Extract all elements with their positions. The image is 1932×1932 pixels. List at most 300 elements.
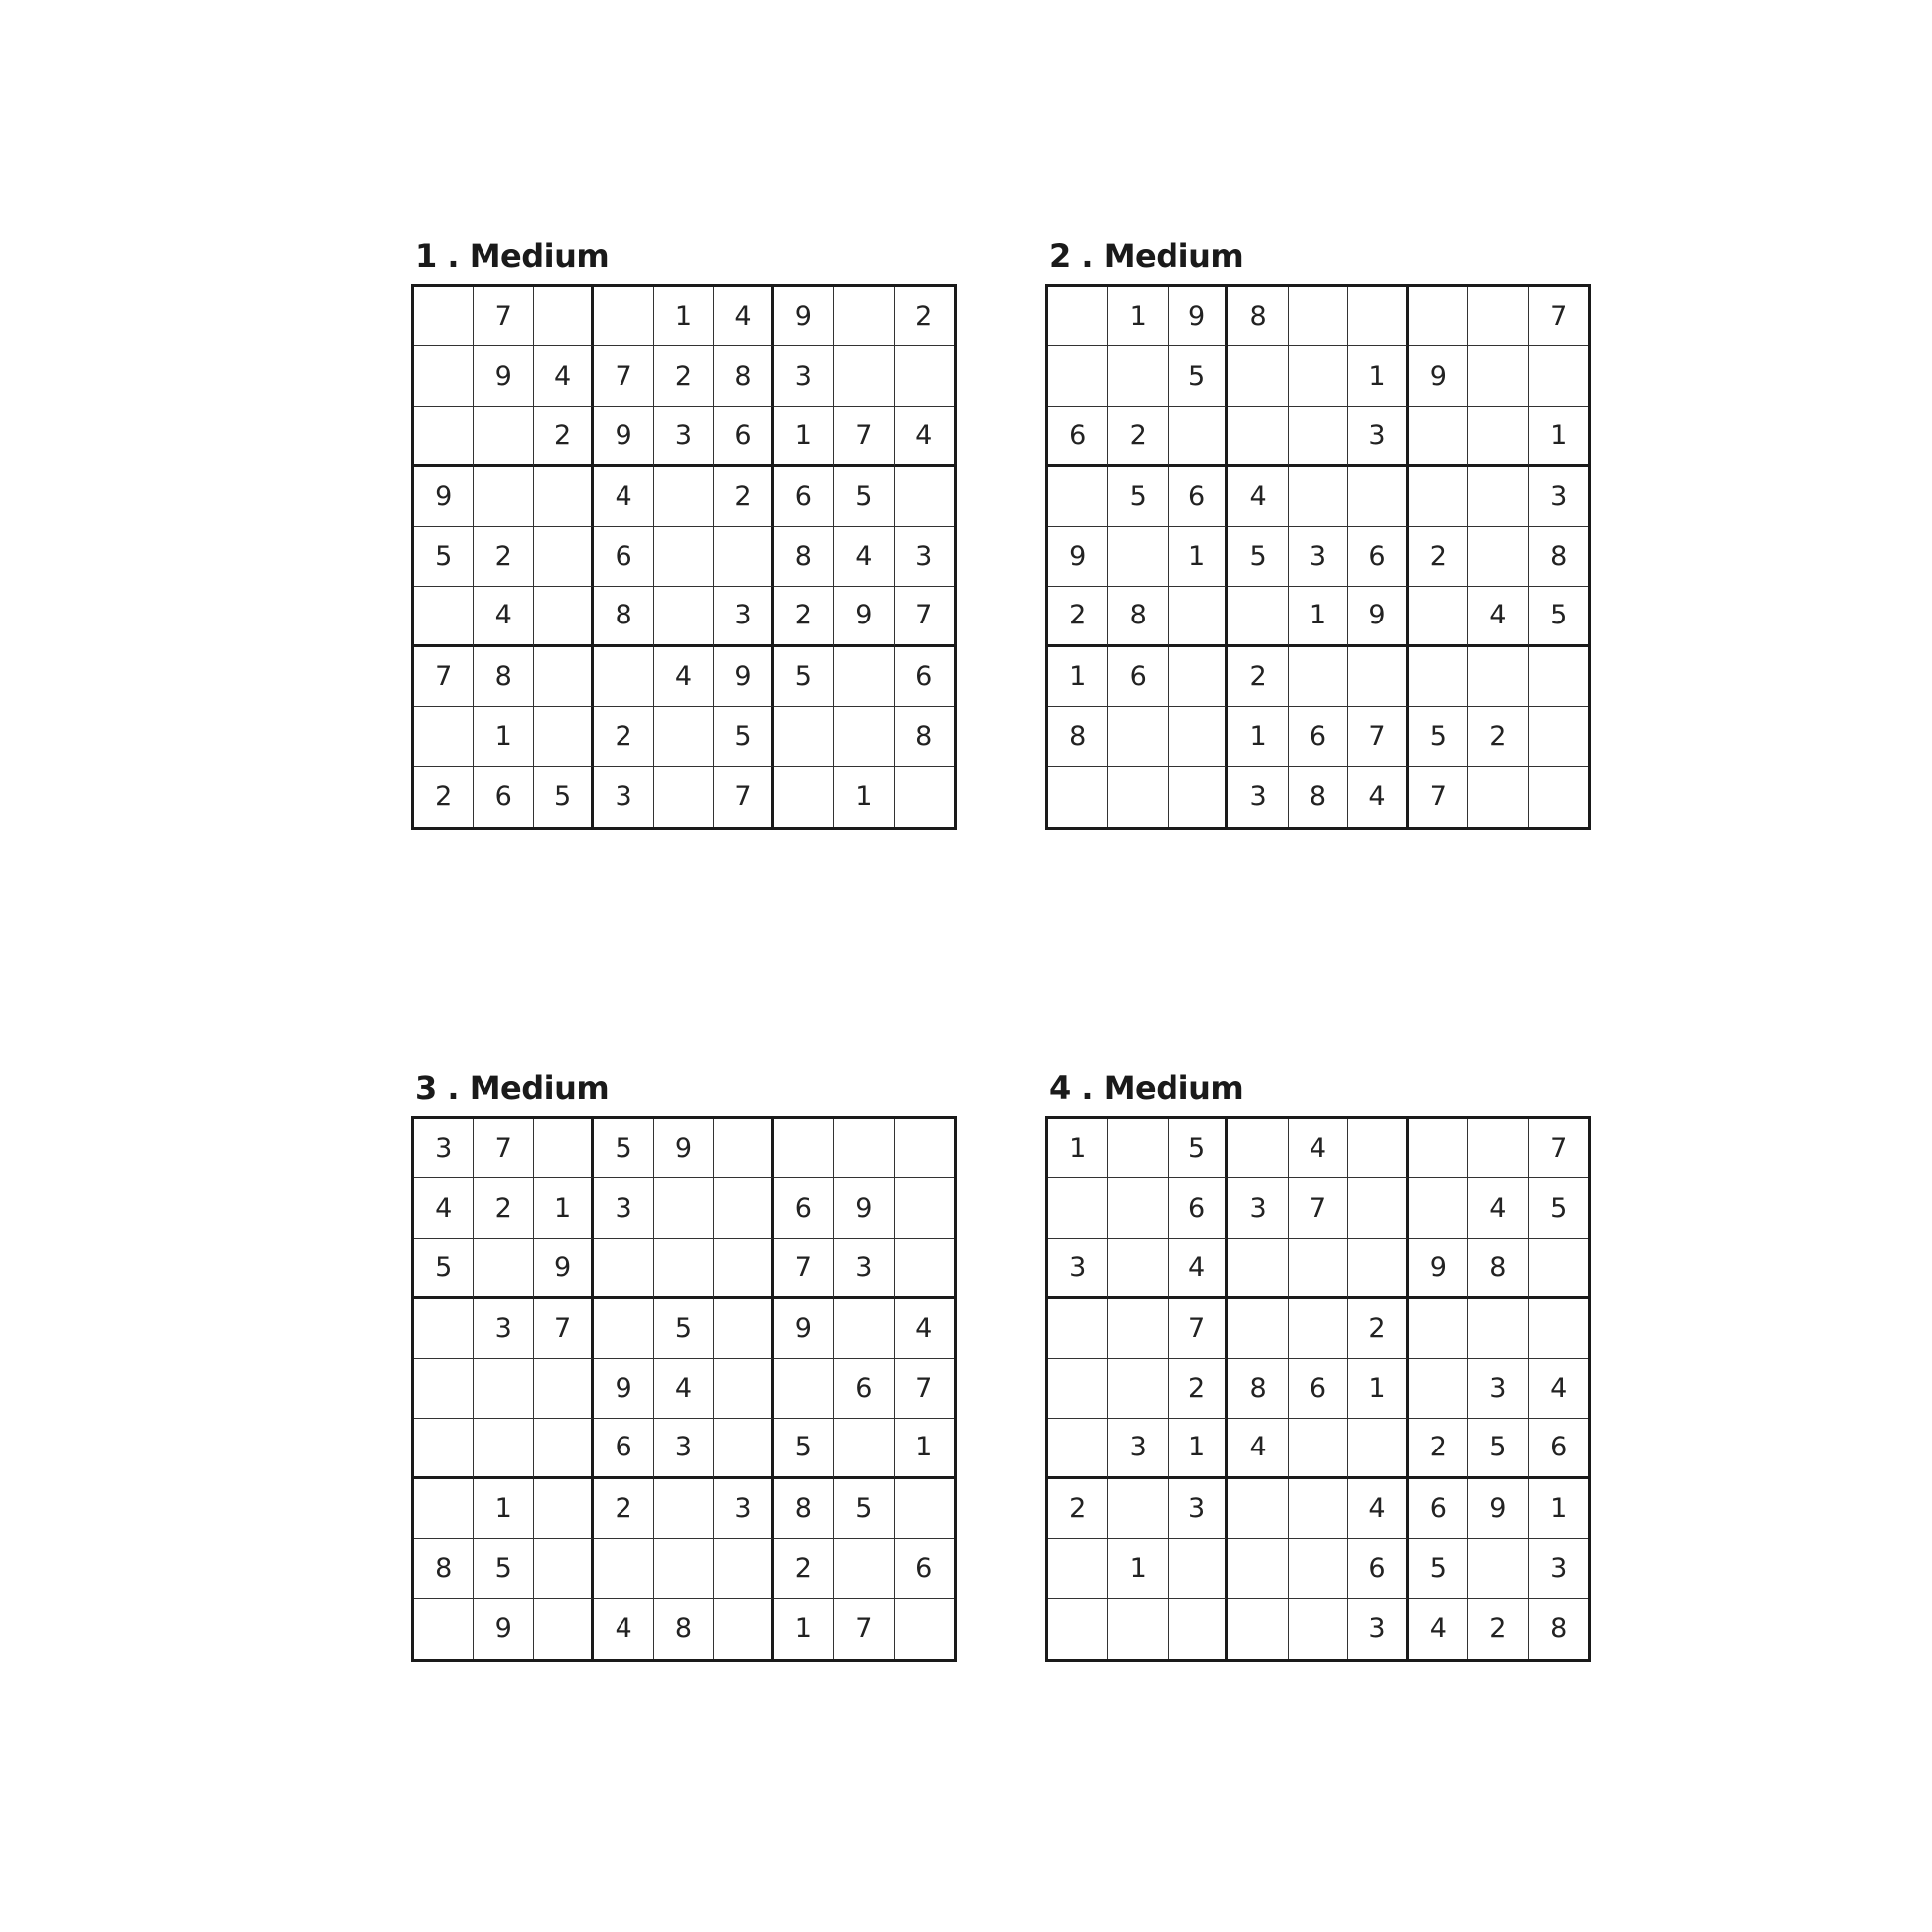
sudoku-empty-cell[interactable] bbox=[414, 346, 474, 406]
sudoku-empty-cell[interactable] bbox=[594, 1539, 653, 1598]
sudoku-given-cell: 9 bbox=[834, 587, 894, 646]
sudoku-empty-cell[interactable] bbox=[1228, 407, 1288, 467]
sudoku-empty-cell[interactable] bbox=[414, 287, 474, 346]
sudoku-empty-cell[interactable] bbox=[714, 1419, 773, 1478]
sudoku-given-cell: 3 bbox=[594, 767, 653, 827]
sudoku-given-cell: 6 bbox=[594, 1419, 653, 1478]
sudoku-given-cell: 7 bbox=[1169, 1299, 1228, 1358]
sudoku-empty-cell[interactable] bbox=[1529, 1299, 1588, 1358]
sudoku-given-cell: 3 bbox=[1048, 1239, 1108, 1299]
sudoku-empty-cell[interactable] bbox=[594, 1239, 653, 1299]
sudoku-empty-cell[interactable] bbox=[714, 1359, 773, 1419]
sudoku-given-cell: 2 bbox=[534, 407, 594, 467]
sudoku-empty-cell[interactable] bbox=[654, 1479, 714, 1539]
sudoku-given-cell: 4 bbox=[1289, 1119, 1348, 1178]
sudoku-given-cell: 3 bbox=[1228, 767, 1288, 827]
sudoku-given-cell: 4 bbox=[1348, 1479, 1408, 1539]
sudoku-given-cell: 4 bbox=[1529, 1359, 1588, 1419]
sudoku-given-cell: 1 bbox=[474, 1479, 533, 1539]
sudoku-given-cell: 8 bbox=[1228, 287, 1288, 346]
sudoku-empty-cell[interactable] bbox=[474, 467, 533, 526]
sudoku-given-cell: 3 bbox=[895, 527, 954, 587]
sudoku-empty-cell[interactable] bbox=[895, 467, 954, 526]
sudoku-empty-cell[interactable] bbox=[534, 1419, 594, 1478]
sudoku-empty-cell[interactable] bbox=[1409, 1178, 1468, 1238]
sudoku-given-cell: 8 bbox=[774, 527, 834, 587]
sudoku-empty-cell[interactable] bbox=[1409, 1359, 1468, 1419]
sudoku-empty-cell[interactable] bbox=[1228, 1119, 1288, 1178]
sudoku-empty-cell[interactable] bbox=[414, 1479, 474, 1539]
sudoku-given-cell: 3 bbox=[714, 1479, 773, 1539]
sudoku-empty-cell[interactable] bbox=[1048, 1359, 1108, 1419]
sudoku-given-cell: 2 bbox=[1228, 647, 1288, 707]
sudoku-empty-cell[interactable] bbox=[1289, 647, 1348, 707]
sudoku-given-cell: 1 bbox=[474, 707, 533, 766]
sudoku-empty-cell[interactable] bbox=[1108, 1479, 1168, 1539]
sudoku-given-cell: 4 bbox=[895, 1299, 954, 1358]
sudoku-empty-cell[interactable] bbox=[654, 587, 714, 646]
sudoku-empty-cell[interactable] bbox=[1228, 1239, 1288, 1299]
sudoku-given-cell: 6 bbox=[774, 467, 834, 526]
sudoku-empty-cell[interactable] bbox=[1529, 1239, 1588, 1299]
puzzle-title: 4 . Medium bbox=[1049, 1069, 1244, 1107]
sudoku-empty-cell[interactable] bbox=[474, 1239, 533, 1299]
sudoku-given-cell: 2 bbox=[774, 587, 834, 646]
sudoku-empty-cell[interactable] bbox=[1409, 647, 1468, 707]
sudoku-given-cell: 5 bbox=[594, 1119, 653, 1178]
sudoku-empty-cell[interactable] bbox=[654, 1239, 714, 1299]
sudoku-given-cell: 3 bbox=[1289, 527, 1348, 587]
sudoku-empty-cell[interactable] bbox=[714, 1599, 773, 1659]
sudoku-empty-cell[interactable] bbox=[1228, 346, 1288, 406]
sudoku-given-cell: 1 bbox=[1348, 346, 1408, 406]
sudoku-empty-cell[interactable] bbox=[1048, 767, 1108, 827]
sudoku-empty-cell[interactable] bbox=[1289, 287, 1348, 346]
sudoku-given-cell: 7 bbox=[474, 1119, 533, 1178]
sudoku-given-cell: 8 bbox=[774, 1479, 834, 1539]
sudoku-grid bbox=[1045, 284, 1591, 830]
sudoku-empty-cell[interactable] bbox=[1048, 467, 1108, 526]
sudoku-empty-cell[interactable] bbox=[1108, 1119, 1168, 1178]
sudoku-given-cell: 7 bbox=[534, 1299, 594, 1358]
sudoku-given-cell: 6 bbox=[895, 647, 954, 707]
sudoku-given-cell: 9 bbox=[1348, 587, 1408, 646]
sudoku-given-cell: 6 bbox=[1348, 1539, 1408, 1598]
sudoku-given-cell: 5 bbox=[414, 527, 474, 587]
sudoku-empty-cell[interactable] bbox=[895, 767, 954, 827]
sudoku-given-cell: 5 bbox=[1228, 527, 1288, 587]
sudoku-given-cell: 6 bbox=[1529, 1419, 1588, 1478]
sudoku-given-cell: 3 bbox=[1529, 467, 1588, 526]
sudoku-empty-cell[interactable] bbox=[594, 647, 653, 707]
sudoku-given-cell: 2 bbox=[1468, 707, 1528, 766]
sudoku-given-cell: 1 bbox=[1048, 1119, 1108, 1178]
sudoku-empty-cell[interactable] bbox=[654, 707, 714, 766]
sudoku-given-cell: 8 bbox=[714, 346, 773, 406]
sudoku-grid bbox=[1045, 1116, 1591, 1662]
sudoku-given-cell: 3 bbox=[474, 1299, 533, 1358]
sudoku-empty-cell[interactable] bbox=[834, 707, 894, 766]
sudoku-empty-cell[interactable] bbox=[834, 1119, 894, 1178]
sudoku-empty-cell[interactable] bbox=[1228, 1299, 1288, 1358]
sudoku-given-cell: 1 bbox=[534, 1178, 594, 1238]
sudoku-empty-cell[interactable] bbox=[534, 1119, 594, 1178]
sudoku-given-cell: 4 bbox=[414, 1178, 474, 1238]
sudoku-empty-cell[interactable] bbox=[1048, 1539, 1108, 1598]
sudoku-empty-cell[interactable] bbox=[1228, 1599, 1288, 1659]
sudoku-empty-cell[interactable] bbox=[1468, 527, 1528, 587]
sudoku-given-cell: 6 bbox=[1409, 1479, 1468, 1539]
sudoku-given-cell: 4 bbox=[654, 647, 714, 707]
sudoku-empty-cell[interactable] bbox=[1348, 1178, 1408, 1238]
sudoku-empty-cell[interactable] bbox=[1289, 467, 1348, 526]
sudoku-given-cell: 2 bbox=[895, 287, 954, 346]
sudoku-empty-cell[interactable] bbox=[1169, 1539, 1228, 1598]
sudoku-empty-cell[interactable] bbox=[1289, 1479, 1348, 1539]
sudoku-given-cell: 3 bbox=[1108, 1419, 1168, 1478]
sudoku-empty-cell[interactable] bbox=[895, 1479, 954, 1539]
sudoku-empty-cell[interactable] bbox=[1169, 407, 1228, 467]
sudoku-empty-cell[interactable] bbox=[1048, 1299, 1108, 1358]
sudoku-given-cell: 6 bbox=[714, 407, 773, 467]
sudoku-empty-cell[interactable] bbox=[1108, 1359, 1168, 1419]
sudoku-given-cell: 1 bbox=[774, 1599, 834, 1659]
sudoku-given-cell: 5 bbox=[534, 767, 594, 827]
sudoku-empty-cell[interactable] bbox=[1348, 1119, 1408, 1178]
sudoku-empty-cell[interactable] bbox=[714, 1178, 773, 1238]
sudoku-empty-cell[interactable] bbox=[1348, 287, 1408, 346]
sudoku-given-cell: 9 bbox=[474, 346, 533, 406]
sudoku-given-cell: 4 bbox=[1228, 1419, 1288, 1478]
sudoku-empty-cell[interactable] bbox=[714, 527, 773, 587]
sudoku-given-cell: 9 bbox=[1409, 346, 1468, 406]
sudoku-given-cell: 9 bbox=[534, 1239, 594, 1299]
sudoku-empty-cell[interactable] bbox=[1228, 1539, 1288, 1598]
sudoku-given-cell: 7 bbox=[474, 287, 533, 346]
sudoku-given-cell: 8 bbox=[654, 1599, 714, 1659]
sudoku-given-cell: 4 bbox=[1409, 1599, 1468, 1659]
sudoku-given-cell: 2 bbox=[1108, 407, 1168, 467]
sudoku-given-cell: 7 bbox=[1529, 287, 1588, 346]
sudoku-empty-cell[interactable] bbox=[834, 346, 894, 406]
sudoku-given-cell: 7 bbox=[714, 767, 773, 827]
sudoku-empty-cell[interactable] bbox=[414, 1299, 474, 1358]
sudoku-given-cell: 7 bbox=[895, 1359, 954, 1419]
sudoku-given-cell: 3 bbox=[1468, 1359, 1528, 1419]
sudoku-given-cell: 5 bbox=[714, 707, 773, 766]
sudoku-empty-cell[interactable] bbox=[534, 1359, 594, 1419]
sudoku-empty-cell[interactable] bbox=[654, 1539, 714, 1598]
sudoku-empty-cell[interactable] bbox=[1108, 1239, 1168, 1299]
sudoku-given-cell: 3 bbox=[654, 1419, 714, 1478]
sudoku-empty-cell[interactable] bbox=[714, 1299, 773, 1358]
sudoku-grid bbox=[411, 1116, 957, 1662]
sudoku-empty-cell[interactable] bbox=[774, 1119, 834, 1178]
sudoku-given-cell: 5 bbox=[1169, 1119, 1228, 1178]
sudoku-empty-cell[interactable] bbox=[895, 346, 954, 406]
sudoku-empty-cell[interactable] bbox=[1169, 587, 1228, 646]
sudoku-given-cell: 5 bbox=[654, 1299, 714, 1358]
sudoku-given-cell: 3 bbox=[834, 1239, 894, 1299]
sudoku-empty-cell[interactable] bbox=[1108, 767, 1168, 827]
sudoku-empty-cell[interactable] bbox=[1289, 1599, 1348, 1659]
sudoku-empty-cell[interactable] bbox=[654, 527, 714, 587]
sudoku-empty-cell[interactable] bbox=[1529, 346, 1588, 406]
sudoku-empty-cell[interactable] bbox=[1289, 346, 1348, 406]
sudoku-given-cell: 3 bbox=[1529, 1539, 1588, 1598]
sudoku-given-cell: 8 bbox=[1529, 1599, 1588, 1659]
sudoku-empty-cell[interactable] bbox=[474, 407, 533, 467]
sudoku-given-cell: 7 bbox=[1289, 1178, 1348, 1238]
sudoku-empty-cell[interactable] bbox=[1409, 467, 1468, 526]
sudoku-given-cell: 4 bbox=[1348, 767, 1408, 827]
sudoku-empty-cell[interactable] bbox=[834, 287, 894, 346]
sudoku-given-cell: 3 bbox=[1228, 1178, 1288, 1238]
sudoku-given-cell: 3 bbox=[714, 587, 773, 646]
sudoku-empty-cell[interactable] bbox=[1108, 346, 1168, 406]
sudoku-given-cell: 7 bbox=[895, 587, 954, 646]
sudoku-given-cell: 6 bbox=[594, 527, 653, 587]
sudoku-given-cell: 1 bbox=[1169, 1419, 1228, 1478]
sudoku-empty-cell[interactable] bbox=[1409, 587, 1468, 646]
sudoku-given-cell: 2 bbox=[654, 346, 714, 406]
sudoku-given-cell: 4 bbox=[834, 527, 894, 587]
sudoku-given-cell: 7 bbox=[834, 1599, 894, 1659]
sudoku-given-cell: 2 bbox=[474, 527, 533, 587]
sudoku-given-cell: 9 bbox=[414, 467, 474, 526]
sudoku-given-cell: 2 bbox=[1468, 1599, 1528, 1659]
sudoku-given-cell: 6 bbox=[1048, 407, 1108, 467]
sudoku-given-cell: 2 bbox=[1169, 1359, 1228, 1419]
sudoku-given-cell: 7 bbox=[834, 407, 894, 467]
sudoku-empty-cell[interactable] bbox=[895, 1119, 954, 1178]
sudoku-given-cell: 5 bbox=[834, 1479, 894, 1539]
sudoku-empty-cell[interactable] bbox=[834, 1299, 894, 1358]
sudoku-empty-cell[interactable] bbox=[834, 1539, 894, 1598]
sudoku-given-cell: 4 bbox=[1468, 1178, 1528, 1238]
sudoku-given-cell: 8 bbox=[1468, 1239, 1528, 1299]
sudoku-empty-cell[interactable] bbox=[1048, 1599, 1108, 1659]
puzzle-title: 3 . Medium bbox=[415, 1069, 610, 1107]
sudoku-empty-cell[interactable] bbox=[654, 1178, 714, 1238]
sudoku-empty-cell[interactable] bbox=[895, 1599, 954, 1659]
sudoku-given-cell: 2 bbox=[474, 1178, 533, 1238]
sudoku-given-cell: 7 bbox=[774, 1239, 834, 1299]
sudoku-given-cell: 1 bbox=[1529, 1479, 1588, 1539]
sudoku-empty-cell[interactable] bbox=[534, 647, 594, 707]
sudoku-given-cell: 2 bbox=[1409, 1419, 1468, 1478]
sudoku-given-cell: 1 bbox=[895, 1419, 954, 1478]
sudoku-empty-cell[interactable] bbox=[1409, 1119, 1468, 1178]
sudoku-given-cell: 5 bbox=[1108, 467, 1168, 526]
sudoku-empty-cell[interactable] bbox=[1529, 647, 1588, 707]
sudoku-empty-cell[interactable] bbox=[1048, 287, 1108, 346]
sudoku-given-cell: 8 bbox=[1048, 707, 1108, 766]
sudoku-empty-cell[interactable] bbox=[714, 1539, 773, 1598]
puzzle-title: 2 . Medium bbox=[1049, 237, 1244, 275]
sudoku-empty-cell[interactable] bbox=[594, 287, 653, 346]
sudoku-empty-cell[interactable] bbox=[834, 647, 894, 707]
sudoku-empty-cell[interactable] bbox=[414, 407, 474, 467]
sudoku-empty-cell[interactable] bbox=[1529, 767, 1588, 827]
sudoku-given-cell: 5 bbox=[774, 647, 834, 707]
sudoku-empty-cell[interactable] bbox=[1108, 1599, 1168, 1659]
sudoku-empty-cell[interactable] bbox=[474, 1419, 533, 1478]
sudoku-empty-cell[interactable] bbox=[1289, 407, 1348, 467]
sudoku-given-cell: 1 bbox=[834, 767, 894, 827]
sudoku-given-cell: 9 bbox=[1048, 527, 1108, 587]
sudoku-empty-cell[interactable] bbox=[1169, 767, 1228, 827]
sudoku-given-cell: 2 bbox=[594, 1479, 653, 1539]
sudoku-empty-cell[interactable] bbox=[654, 467, 714, 526]
sudoku-given-cell: 6 bbox=[474, 767, 533, 827]
sudoku-given-cell: 4 bbox=[895, 407, 954, 467]
sudoku-empty-cell[interactable] bbox=[895, 1178, 954, 1238]
sudoku-empty-cell[interactable] bbox=[714, 1239, 773, 1299]
sudoku-given-cell: 8 bbox=[474, 647, 533, 707]
sudoku-given-cell: 8 bbox=[1289, 767, 1348, 827]
sudoku-given-cell: 5 bbox=[1529, 1178, 1588, 1238]
sudoku-given-cell: 7 bbox=[414, 647, 474, 707]
sudoku-empty-cell[interactable] bbox=[1409, 1299, 1468, 1358]
sudoku-empty-cell[interactable] bbox=[534, 287, 594, 346]
sudoku-empty-cell[interactable] bbox=[1409, 407, 1468, 467]
sudoku-empty-cell[interactable] bbox=[895, 1239, 954, 1299]
sudoku-given-cell: 4 bbox=[474, 587, 533, 646]
sudoku-empty-cell[interactable] bbox=[774, 767, 834, 827]
sudoku-empty-cell[interactable] bbox=[1108, 1299, 1168, 1358]
sudoku-empty-cell[interactable] bbox=[1289, 1419, 1348, 1478]
sudoku-empty-cell[interactable] bbox=[714, 1119, 773, 1178]
sudoku-empty-cell[interactable] bbox=[1468, 1119, 1528, 1178]
sudoku-given-cell: 5 bbox=[1529, 587, 1588, 646]
sudoku-empty-cell[interactable] bbox=[1108, 1178, 1168, 1238]
sudoku-given-cell: 9 bbox=[774, 1299, 834, 1358]
sudoku-empty-cell[interactable] bbox=[1048, 346, 1108, 406]
sudoku-empty-cell[interactable] bbox=[414, 707, 474, 766]
sudoku-empty-cell[interactable] bbox=[534, 1539, 594, 1598]
sudoku-empty-cell[interactable] bbox=[1169, 647, 1228, 707]
sudoku-empty-cell[interactable] bbox=[1529, 707, 1588, 766]
sudoku-given-cell: 1 bbox=[1529, 407, 1588, 467]
sudoku-empty-cell[interactable] bbox=[1468, 407, 1528, 467]
sudoku-given-cell: 7 bbox=[1409, 767, 1468, 827]
sudoku-given-cell: 6 bbox=[1169, 467, 1228, 526]
sudoku-given-cell: 7 bbox=[1529, 1119, 1588, 1178]
sudoku-given-cell: 7 bbox=[594, 346, 653, 406]
sudoku-given-cell: 1 bbox=[1348, 1359, 1408, 1419]
sudoku-given-cell: 8 bbox=[895, 707, 954, 766]
sudoku-given-cell: 6 bbox=[1169, 1178, 1228, 1238]
sudoku-empty-cell[interactable] bbox=[534, 587, 594, 646]
sudoku-given-cell: 6 bbox=[1348, 527, 1408, 587]
sudoku-empty-cell[interactable] bbox=[1289, 1539, 1348, 1598]
sudoku-given-cell: 1 bbox=[1048, 647, 1108, 707]
sudoku-given-cell: 9 bbox=[834, 1178, 894, 1238]
sudoku-given-cell: 6 bbox=[1289, 707, 1348, 766]
sudoku-empty-cell[interactable] bbox=[774, 707, 834, 766]
sudoku-empty-cell[interactable] bbox=[1348, 1419, 1408, 1478]
sudoku-given-cell: 1 bbox=[1108, 1539, 1168, 1598]
sudoku-empty-cell[interactable] bbox=[534, 707, 594, 766]
sudoku-empty-cell[interactable] bbox=[1169, 707, 1228, 766]
sudoku-empty-cell[interactable] bbox=[594, 1299, 653, 1358]
sudoku-empty-cell[interactable] bbox=[1108, 707, 1168, 766]
sudoku-empty-cell[interactable] bbox=[414, 587, 474, 646]
sudoku-given-cell: 2 bbox=[774, 1539, 834, 1598]
sudoku-empty-cell[interactable] bbox=[1468, 1299, 1528, 1358]
sudoku-given-cell: 2 bbox=[1409, 527, 1468, 587]
sudoku-given-cell: 2 bbox=[1048, 1479, 1108, 1539]
sudoku-given-cell: 7 bbox=[1348, 707, 1408, 766]
sudoku-empty-cell[interactable] bbox=[834, 1419, 894, 1478]
sudoku-empty-cell[interactable] bbox=[1108, 527, 1168, 587]
sudoku-empty-cell[interactable] bbox=[534, 1599, 594, 1659]
sudoku-given-cell: 5 bbox=[474, 1539, 533, 1598]
sudoku-empty-cell[interactable] bbox=[1228, 1479, 1288, 1539]
sudoku-empty-cell[interactable] bbox=[1289, 1239, 1348, 1299]
sudoku-given-cell: 5 bbox=[1468, 1419, 1528, 1478]
sudoku-empty-cell[interactable] bbox=[1348, 1239, 1408, 1299]
sudoku-given-cell: 6 bbox=[774, 1178, 834, 1238]
sudoku-empty-cell[interactable] bbox=[1468, 346, 1528, 406]
sudoku-empty-cell[interactable] bbox=[414, 1599, 474, 1659]
sudoku-given-cell: 6 bbox=[895, 1539, 954, 1598]
sudoku-empty-cell[interactable] bbox=[534, 527, 594, 587]
sudoku-empty-cell[interactable] bbox=[1048, 1178, 1108, 1238]
sudoku-given-cell: 9 bbox=[474, 1599, 533, 1659]
sudoku-empty-cell[interactable] bbox=[654, 767, 714, 827]
sudoku-given-cell: 1 bbox=[1228, 707, 1288, 766]
sudoku-given-cell: 3 bbox=[414, 1119, 474, 1178]
sudoku-given-cell: 9 bbox=[714, 647, 773, 707]
sudoku-empty-cell[interactable] bbox=[774, 1359, 834, 1419]
sudoku-empty-cell[interactable] bbox=[1048, 1419, 1108, 1478]
sudoku-empty-cell[interactable] bbox=[1468, 767, 1528, 827]
sudoku-empty-cell[interactable] bbox=[1468, 1539, 1528, 1598]
sudoku-empty-cell[interactable] bbox=[414, 1359, 474, 1419]
sudoku-given-cell: 4 bbox=[1468, 587, 1528, 646]
sudoku-empty-cell[interactable] bbox=[1468, 467, 1528, 526]
sudoku-empty-cell[interactable] bbox=[1468, 647, 1528, 707]
sudoku-given-cell: 1 bbox=[1169, 527, 1228, 587]
sudoku-empty-cell[interactable] bbox=[1409, 287, 1468, 346]
sudoku-empty-cell[interactable] bbox=[1228, 587, 1288, 646]
sudoku-empty-cell[interactable] bbox=[414, 1419, 474, 1478]
sudoku-empty-cell[interactable] bbox=[1348, 467, 1408, 526]
sudoku-given-cell: 8 bbox=[414, 1539, 474, 1598]
sudoku-empty-cell[interactable] bbox=[1169, 1599, 1228, 1659]
sudoku-empty-cell[interactable] bbox=[1289, 1299, 1348, 1358]
sudoku-given-cell: 3 bbox=[1169, 1479, 1228, 1539]
sudoku-given-cell: 4 bbox=[534, 346, 594, 406]
sudoku-given-cell: 4 bbox=[594, 1599, 653, 1659]
sudoku-given-cell: 4 bbox=[594, 467, 653, 526]
sudoku-given-cell: 2 bbox=[1348, 1299, 1408, 1358]
sudoku-empty-cell[interactable] bbox=[1348, 647, 1408, 707]
sudoku-given-cell: 3 bbox=[594, 1178, 653, 1238]
sudoku-given-cell: 9 bbox=[594, 407, 653, 467]
sudoku-given-cell: 1 bbox=[1289, 587, 1348, 646]
sudoku-empty-cell[interactable] bbox=[534, 467, 594, 526]
sudoku-empty-cell[interactable] bbox=[474, 1359, 533, 1419]
sudoku-empty-cell[interactable] bbox=[534, 1479, 594, 1539]
sudoku-grid bbox=[411, 284, 957, 830]
sudoku-given-cell: 5 bbox=[1169, 346, 1228, 406]
sudoku-given-cell: 9 bbox=[774, 287, 834, 346]
sudoku-empty-cell[interactable] bbox=[1468, 287, 1528, 346]
sudoku-given-cell: 4 bbox=[1228, 467, 1288, 526]
